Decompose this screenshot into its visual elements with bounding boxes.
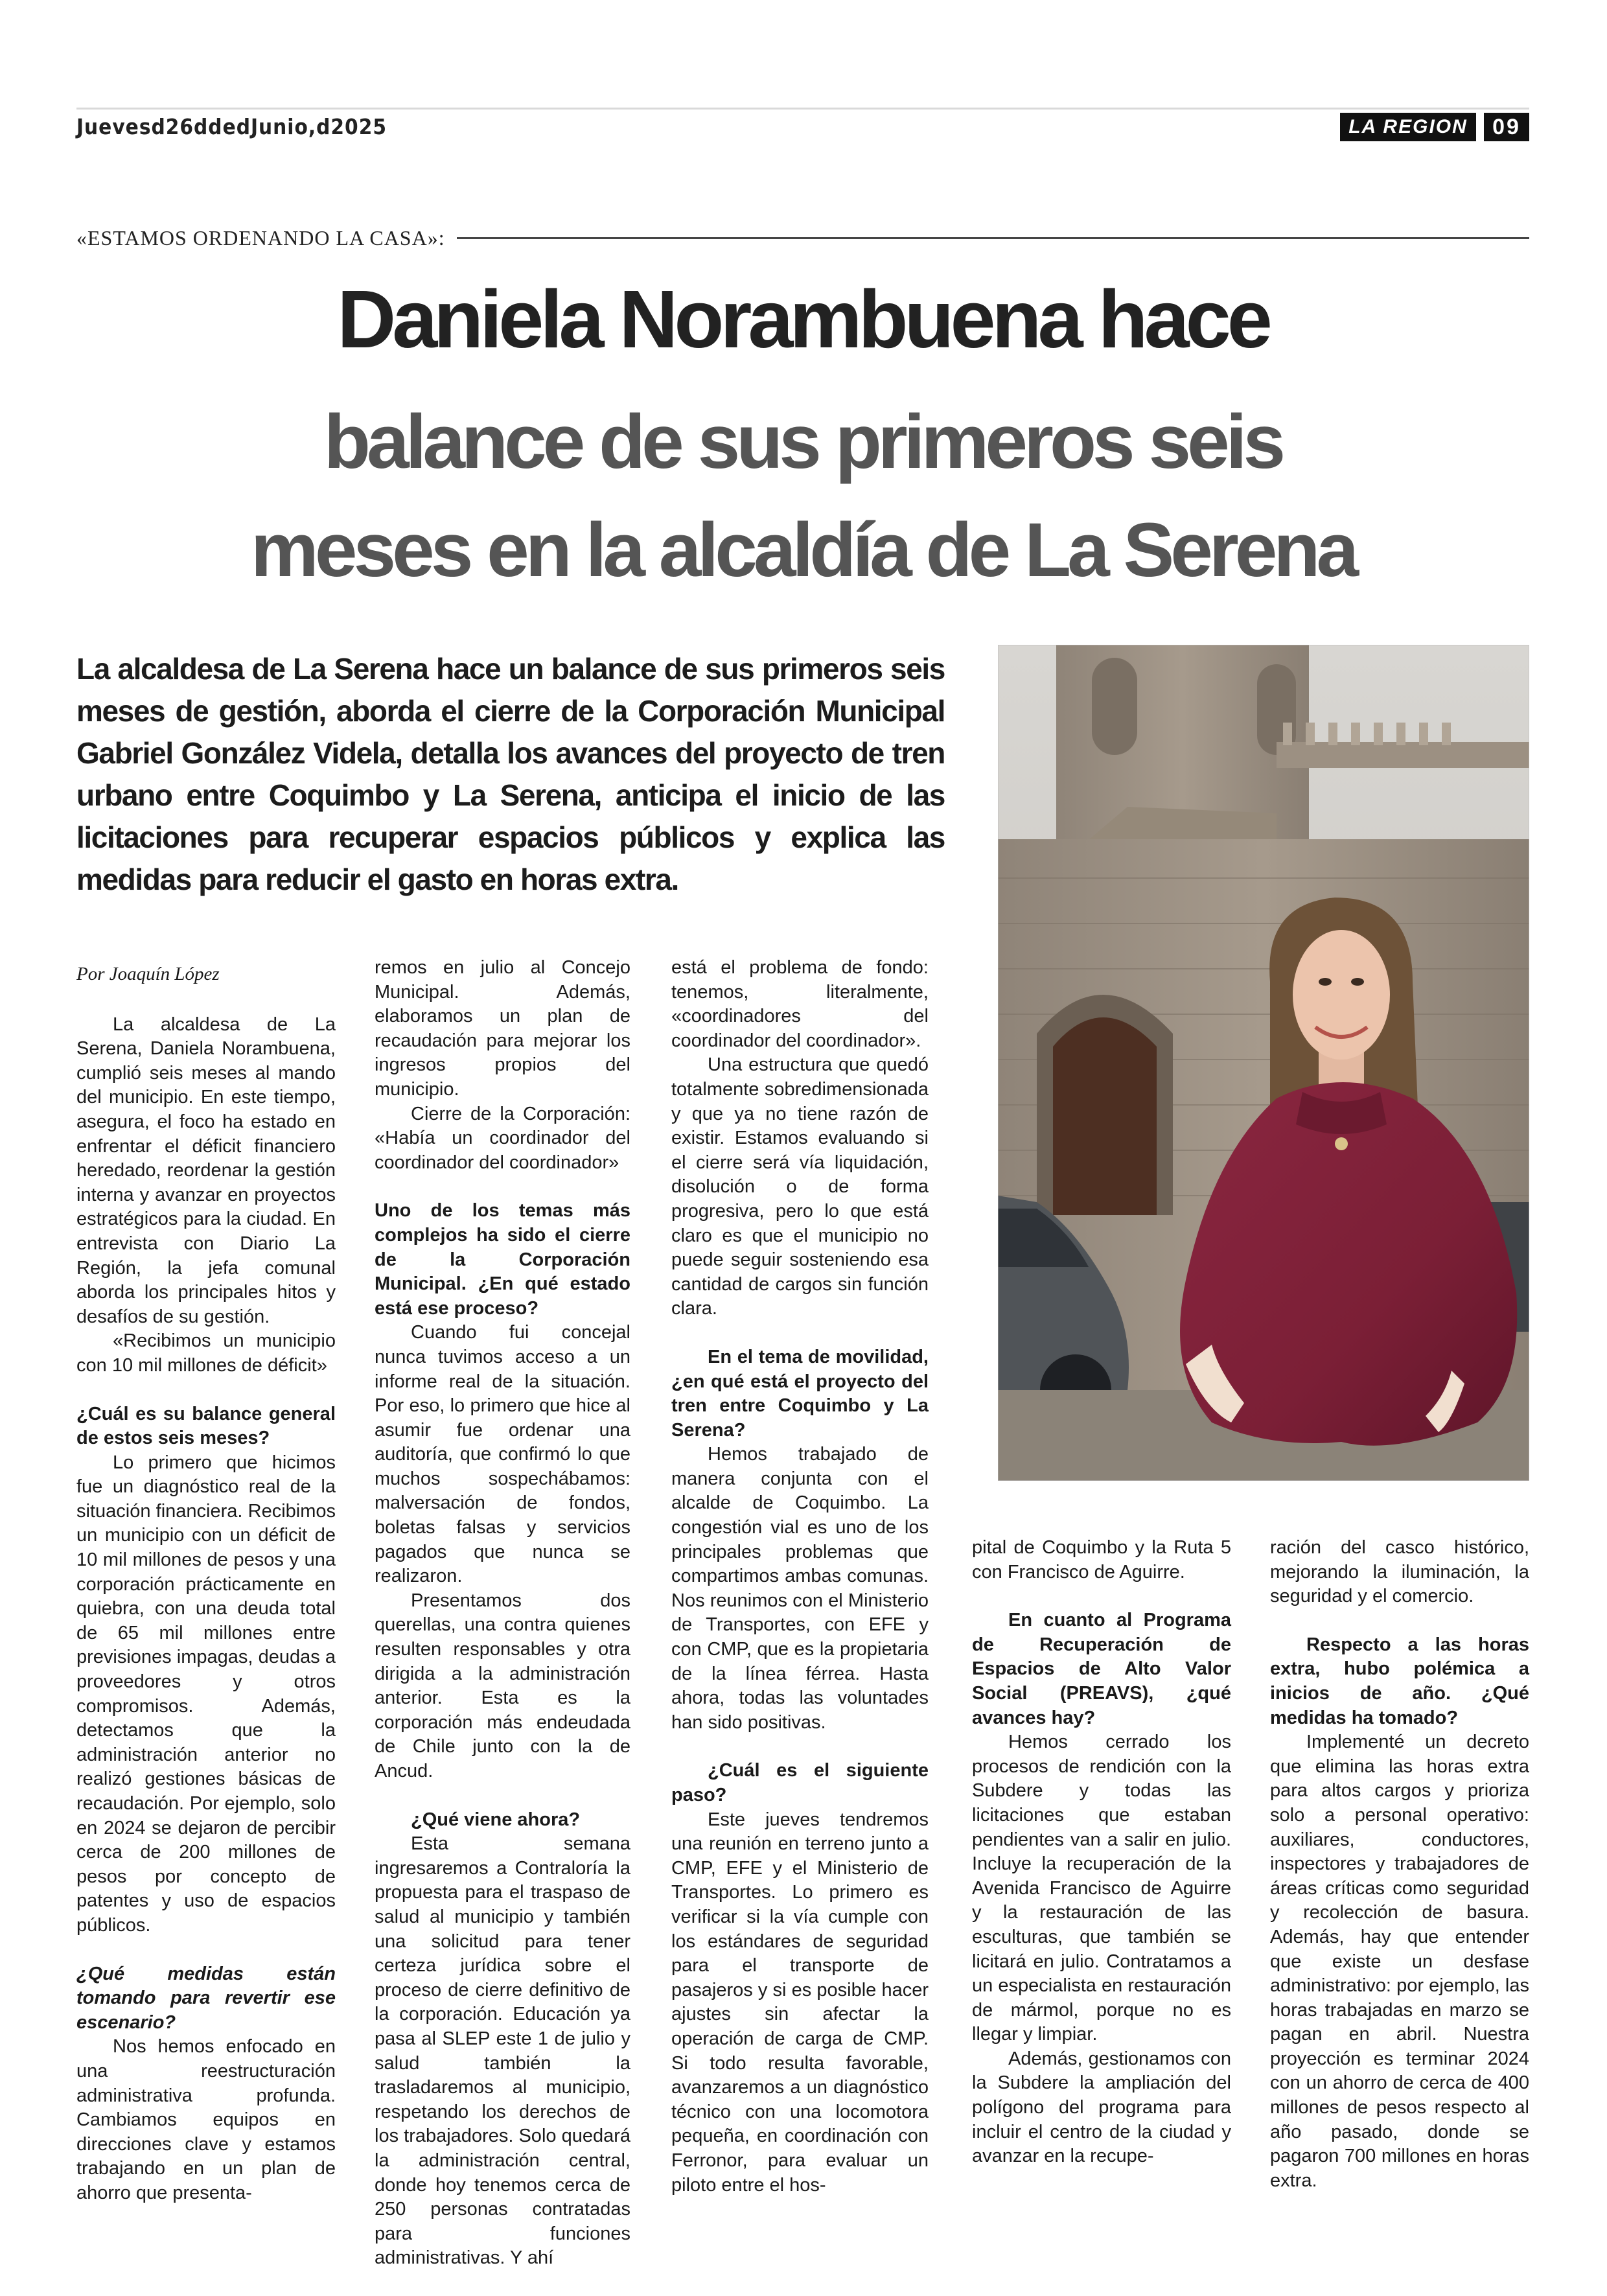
body-paragraph: Presentamos dos querellas, una contra quienes resulten responsables y otra dirigida a la administración anterior. Esta es la corporación más endeudada de Chile junto con la de Ancud. <box>375 1590 630 1781</box>
body-paragraph: Nos hemos enfocado en una reestructuración administrativa profunda. Cambiamos equipos en direcciones clave y estamos trabajando en un plan de ahorro que presenta- <box>76 2036 336 2203</box>
page-number: 09 <box>1484 113 1529 141</box>
article-column-2 <box>375 956 630 2271</box>
subhead: Cierre de la Corporación: «Había un coordinador del coordinador del coordinador» <box>375 1103 630 1173</box>
issue-date: Juevesd26ddedJunio,d2025 <box>76 114 387 139</box>
kicker: «ESTAMOS ORDENANDO LA CASA»: <box>76 226 445 249</box>
body-paragraph: está el problema de fondo: tenemos, literalmente, «coordinadores del coordinador del coordinador». <box>671 957 929 1051</box>
interview-question: Uno de los temas más complejos ha sido el cierre de la Corporación Municipal. ¿En qué estado está ese proceso? <box>375 1200 630 1319</box>
lead-paragraph: La alcaldesa de La Serena hace un balance de sus primeros seis meses de gestión, aborda el cierre de la Corporación Municipal Gabriel González Videla, detalla los avances del proyecto de tren urbano entre Coquimbo y La Serena, anticipa el inicio de las licitaciones para recuperar espacios públicos y explica las medidas para reducir el gasto en horas extra. <box>76 652 945 896</box>
body-paragraph: Esta semana ingresaremos a Contraloría la propuesta para el traspaso de salud al municipio y también una solicitud para tener certeza jurídica sobre el proceso de cierre definitivo de la corporación. Educación ya pasa al SLEP este 1 de julio y salud también la trasladaremos al municipio, respetando los derechos de los trabajadores. Solo quedará la administración central, donde hoy tenemos cerca de 250 personas contratadas para funciones administrativas. Y ahí <box>375 1833 630 2269</box>
interview-question: ¿Cuál es el siguiente paso? <box>671 1760 929 1805</box>
headline-line-3: meses en la alcaldía de La Serena <box>250 507 1356 593</box>
newspaper-logo: LA REGION <box>1340 113 1476 141</box>
body-paragraph: Hemos trabajado de manera conjunta con el alcalde de Coquimbo. La congestión vial es uno de los principales problemas que compartimos ambas comunas. Nos reunimos con el Ministerio de Transportes, con EFE y con CMP, que es la propietaria de la línea férrea. Hasta ahora, todas las voluntades han sido positivas. <box>671 1444 929 1733</box>
body-paragraph: pital de Coquimbo y la Ruta 5 con Francisco de Aguirre. <box>972 1537 1231 1583</box>
body-paragraph: Una estructura que quedó totalmente sobredimensionada y que ya no tiene razón de existir. Estamos evaluando si el cierre será vía liquidación, disolución o de forma progresiva, pero lo que está claro es que el municipio no puede seguir sosteniendo esa cantidad de cargos sin función clara. <box>671 1054 929 1319</box>
body-paragraph: remos en julio al Concejo Municipal. Además, elaboramos un plan de recaudación para mejorar los ingresos propios del municipio. <box>375 957 630 1100</box>
subhead: «Recibimos un municipio con 10 mil millones de déficit» <box>76 1330 336 1376</box>
article-column-4 <box>972 1536 1231 2169</box>
kicker-row <box>76 224 1529 252</box>
header-rule <box>76 108 1529 110</box>
headline-line-1: Daniela Norambuena hace <box>337 273 1269 365</box>
portrait-photo <box>998 645 1529 1481</box>
body-paragraph: Lo primero que hicimos fue un diagnóstico real de la situación financiera. Recibimos un municipio con un déficit de 10 mil millones de pesos y una corporación prácticamente en quiebra, con una deuda total de 65 mil millones entre previsiones impagas, deudas a proveedores y otros compromisos. Además, detectamos que la administración anterior no realizó gestiones básicas de recaudación. Por ejemplo, solo en 2024 se dejaron de percibir cerca de 200 millones de pesos por concepto de patentes y uso de espacios públicos. <box>76 1452 336 1936</box>
interview-question: ¿Cuál es su balance general de estos seis meses? <box>76 1403 336 1449</box>
body-paragraph: La alcaldesa de La Serena, Daniela Norambuena, cumplió seis meses al mando del municipio. En este tiempo, asegura, el foco ha estado en enfrentar el déficit financiero heredado, reordenar la gestión interna y avanzar en proyectos estratégicos para la ciudad. En entrevista con Diario La Región, la jefa comunal aborda los principales hitos y desafíos de su gestión. <box>76 1014 336 1327</box>
kicker-rule <box>457 237 1529 239</box>
byline: Por Joaquín López <box>76 964 220 984</box>
body-paragraph: ración del casco histórico, mejorando la iluminación, la seguridad y el comercio. <box>1270 1537 1529 1607</box>
interview-question: En cuanto al Programa de Recuperación de Espacios de Alto Valor Social (PREAVS), ¿qué avances hay? <box>972 1610 1231 1728</box>
interview-question: Respecto a las horas extra, hubo polémica a inicios de año. ¿Qué medidas ha tomado? <box>1270 1634 1529 1728</box>
body-paragraph: Hemos cerrado los procesos de rendición con la Subdere y todas las licitaciones que estaban pendientes van a salir en julio. Incluye la recuperación de la Avenida Francisco de Aguirre y la restauración de las esculturas, que también se licitará en julio. Contratamos a un especialista en restauración de mármol, porque no es llegar y limpiar. <box>972 1732 1231 2045</box>
interview-question: ¿Qué medidas están tomando para revertir ese escenario? <box>76 1963 336 2033</box>
article-column-1 <box>76 962 336 2206</box>
interview-question: ¿Qué viene ahora? <box>411 1809 581 1830</box>
body-paragraph: Implementé un decreto que elimina las horas extra para altos cargos y prioriza solo a personal operativo: auxiliares, conductores, inspectores y trabajadores de áreas críticas como seguridad y recolección de basura. Además, hay que entender que existe un desfase administrativo: por ejemplo, las horas trabajadas en marzo se pagan en abril. Nuestra proyección es terminar 2024 con un ahorro de cerca de 400 millones de pesos respecto al año pasado, donde se pagaron 700 millones en horas extra. <box>1270 1732 1529 2191</box>
body-paragraph: Este jueves tendremos una reunión en terreno junto a CMP, EFE y el Ministerio de Transportes. Lo primero es verificar si la vía cumple con los estándares de seguridad para el transporte de pasajeros y si es posible hacer ajustes sin afectar la operación de carga de CMP. Si todo resulta favorable, avanzaremos a un diagnóstico técnico con una locomotora pequeña, en coordinación con Ferronor, para evaluar un piloto entre el hos- <box>671 1809 929 2196</box>
article-column-5 <box>1270 1536 1529 2193</box>
body-paragraph: Cuando fui concejal nunca tuvimos acceso a un informe real de la situación. Por eso, lo primero que hice al asumir fue ordenar una auditoría, que confirmó lo que muchos sospechábamos: malversación de fondos, boletas falsas y servicios pagados que nunca se realizaron. <box>375 1322 630 1587</box>
article-column-3 <box>671 956 929 2197</box>
interview-question: En el tema de movilidad, ¿en qué está el proyecto del tren entre Coquimbo y La Serena? <box>671 1346 929 1441</box>
body-paragraph: Además, gestionamos con la Subdere la ampliación del polígono del programa para incluir el centro de la ciudad y avanzar en la recupe- <box>972 2048 1231 2167</box>
headline-line-2: balance de sus primeros seis <box>323 399 1282 485</box>
